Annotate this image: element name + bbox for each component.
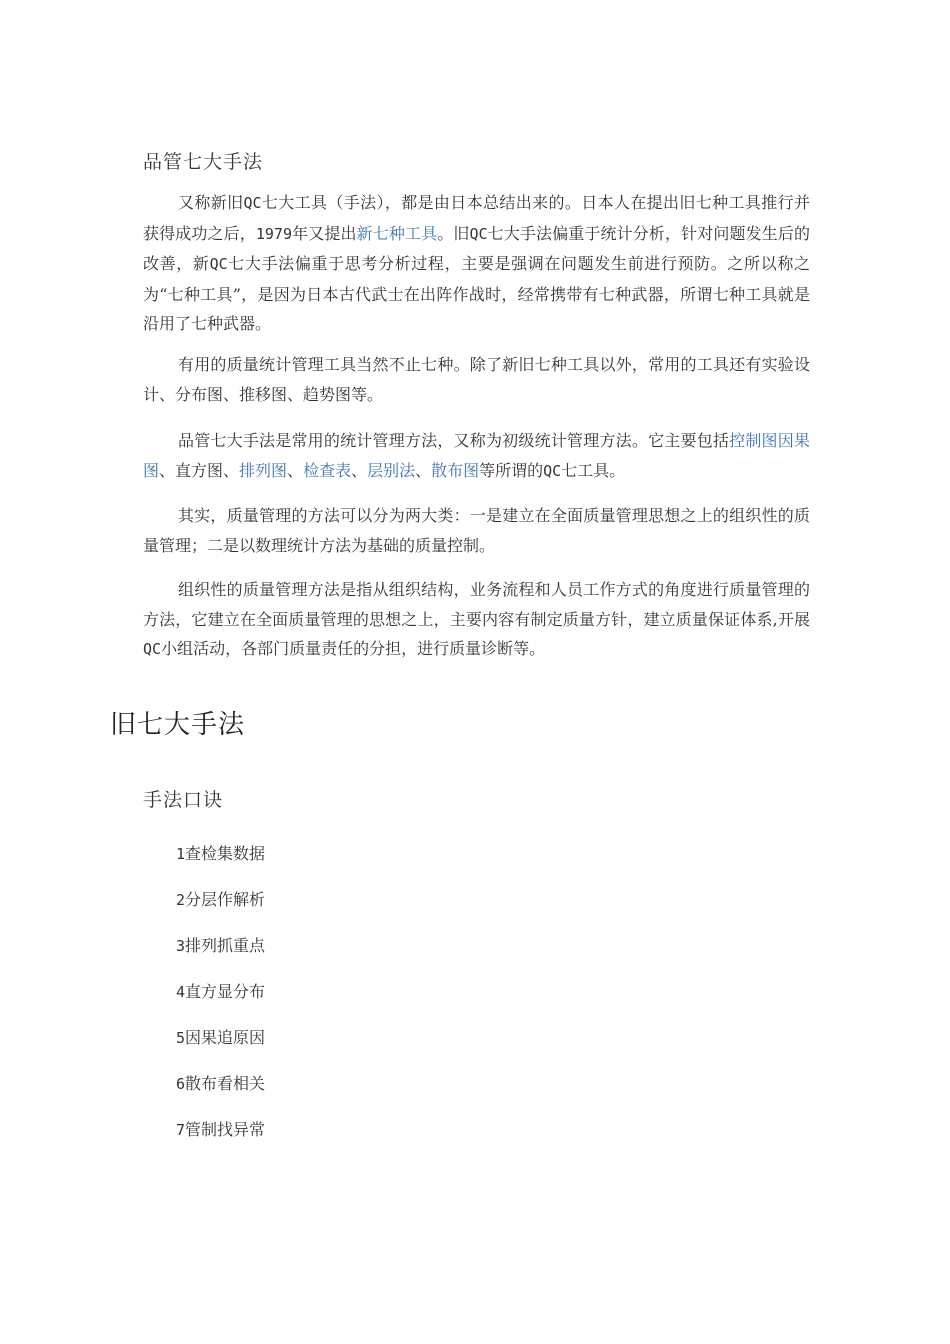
link-new-seven-tools[interactable]: 新七种工具 <box>356 223 438 243</box>
text: 小组活动，各部门质量责任的分担，进行质量诊断等。 <box>161 639 546 658</box>
list-item <box>176 886 265 932</box>
paragraph-seven-methods <box>143 426 810 486</box>
item-number: 1 <box>176 845 186 863</box>
link-check-sheet[interactable]: 检查表 <box>303 460 352 480</box>
mnemonic-list <box>176 840 265 1162</box>
text: 、 <box>415 460 432 480</box>
item-number: 5 <box>176 1029 186 1047</box>
paragraph-intro <box>143 188 810 339</box>
text: 品管七大手法是常用的统计管理方法，又称为初级统计管理方法。它主要包括 <box>178 431 730 450</box>
text-qc: QC <box>209 255 228 273</box>
link-pareto-chart[interactable]: 排列图 <box>239 460 288 480</box>
item-number: 2 <box>176 891 186 909</box>
item-number: 3 <box>176 937 186 955</box>
item-text: 直方显分布 <box>185 982 266 1001</box>
item-number: 7 <box>176 1121 186 1139</box>
item-text: 散布看相关 <box>185 1074 266 1093</box>
list-item <box>176 978 265 1024</box>
text: 又称新旧 <box>178 193 244 212</box>
list-item <box>176 1024 265 1070</box>
text-year: 1979 <box>255 224 292 243</box>
text: 七大工具（手法），都是由日本总结出来的。日本人在提出旧七种工具推行并获得成功之后， <box>143 193 810 243</box>
text: 。旧 <box>437 223 470 243</box>
item-text: 分层作解析 <box>185 890 266 909</box>
list-item <box>176 840 265 886</box>
paragraph-two-categories: 其实，质量管理的方法可以分为两大类：一是建立在全面质量管理思想之上的组织性的质量管理；二是以数理统计方法为基础的质量控制。 <box>143 506 810 555</box>
text: 组织性的质量管理方法是指从组织结构，业务流程和人员工作方式的角度进行质量管理的方法，它建立在全面质量管理的思想之上，主要内容有制定质量方针，建立质量保证体系,开展 <box>143 580 810 629</box>
text-qc: QC <box>143 640 162 658</box>
list-item <box>176 1116 265 1162</box>
item-text: 查检集数据 <box>185 844 266 863</box>
text: 年又提出 <box>291 223 357 243</box>
section-title-qc-seven-tools: 品管七大手法 <box>143 151 264 173</box>
subsection-title-mnemonics: 手法口诀 <box>143 789 224 811</box>
item-text: 管制找异常 <box>185 1120 266 1139</box>
section-title-old-seven-methods: 旧七大手法 <box>110 710 246 740</box>
text: 七大手法偏重于统计分析，针对问题发生后的改善，新 <box>143 223 810 273</box>
link-cause-effect-diagram[interactable]: 因果图 <box>143 431 810 480</box>
text-qc: QC <box>243 194 262 212</box>
paragraph-other-tools: 有用的质量统计管理工具当然不止七种。除了新旧七种工具以外，常用的工具还有实验设计、分布图、推移图、趋势图等。 <box>143 355 810 404</box>
list-item <box>176 1070 265 1116</box>
text: 七大手法偏重于思考分析过程，主要是强调在问题发生前进行预防。之所以称之为“七种工具”，是因为日本古代武士在出阵作战时，经常携带有七种武器，所谓七种工具就是沿用了七种武器。 <box>143 254 810 333</box>
item-text: 排列抓重点 <box>185 936 266 955</box>
text: 、 <box>351 460 368 480</box>
item-text: 因果追原因 <box>185 1028 266 1047</box>
text: 等所谓的 <box>479 460 544 480</box>
text-qc: QC <box>543 461 562 480</box>
link-control-chart[interactable]: 控制图 <box>729 431 778 450</box>
item-number: 4 <box>176 983 186 1001</box>
list-item <box>176 932 265 978</box>
link-stratification[interactable]: 层别法 <box>367 460 416 480</box>
text-qc: QC <box>469 224 488 243</box>
text: 七工具。 <box>561 460 626 480</box>
paragraph-organizational-methods <box>143 575 810 665</box>
link-scatter-diagram[interactable]: 散布图 <box>431 460 480 480</box>
text: 、 <box>287 460 304 480</box>
text: 、直方图、 <box>159 460 240 480</box>
item-number: 6 <box>176 1075 186 1093</box>
